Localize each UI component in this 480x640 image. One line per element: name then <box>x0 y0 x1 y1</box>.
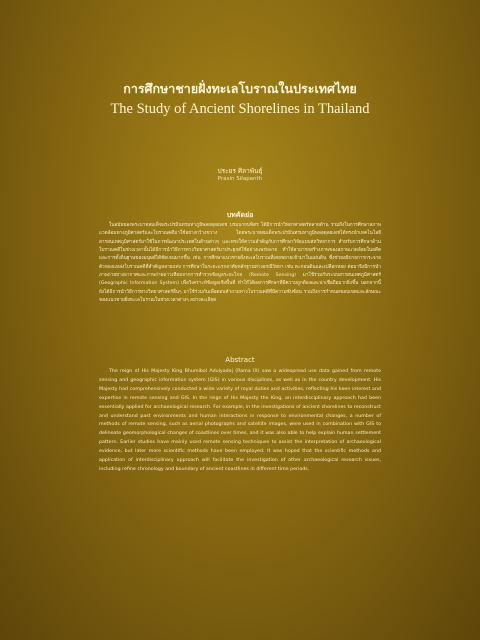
title-english: The Study of Ancient Shorelines in Thailand <box>110 101 370 117</box>
author-thai: ประยร ศิลาพันธุ์ <box>217 167 263 175</box>
abstract-english-heading: Abstract <box>225 356 255 364</box>
abstract-english-body: The reign of His Majesty King Bhumibol Adulyadej (Rama IX) saw a widespread use data gained from remote sensing and geographic information system (GIS) in various disciplines, as well as in the country development. His Majesty had comprehensively conducted a wide variety of royal duties and activities, reflecting his keen interest and expertise in remote sensing and GIS. In the reign of His Majesty the King, an interdisciplinary approach had been essentially applied for archaeological research. For example, in the investigations of ancient shorelines to reconstruct and understand past environments and human interactions in response to environmental changes, a number of methods of remote sensing, such as aerial photographs and satellite images, were used in combination with GIS to delineate geomorphological changes of coastlines over times, and it was also able to help explain human settlement pattern. Earlier studies have mainly used remote sensing techniques to assist the interpretation of archaeological evidence, but later more scientific methods have been employed. It was hoped that the scientific methods and application of interdisciplinary approach will facilitate the investigation of other archaeological research issues, including refine chronology and boundary of ancient coastlines in different time periods. <box>99 369 381 472</box>
title-thai: การศึกษาชายฝั่งทะเลโบราณในประเทศไทย <box>123 81 357 96</box>
abstract-thai-heading: บทคัดย่อ <box>226 211 254 219</box>
abstract-thai-body: ในสมัยของพระบาทสมเด็จพระปรมินทรมหาภูมิพลอดุลยเดช บรมนาถบพิตร ได้มีการนำวิทยาศาสตร์หลายด้าน รวมถึงในการศึกษาสภาพแวดล้อมทางภูมิศาสตร์และโบราณคดีมาใช้อย่างกว้างขวาง โดยพระบาทสมเด็จพระปรมินทรมหาภูมิพลอดุลยเดชได้ทรงนำเทคโนโลยีสารสนเทศภูมิศาสตร์มาใช้ในการพัฒนาประเทศในด้านต่างๆ และทรงให้ความสำคัญกับการศึกษาวิจัยแบบสหวิทยาการ สำหรับการศึกษาด้านโบราณคดีในช่วงเวลานั้นได้มีการนำวิธีการทางวิทยาศาสตร์มาประยุกต์ใช้อย่างแพร่หลาย ทำให้สามารถสร้างภาพของสภาพแวดล้อมในอดีตและการตั้งถิ่นฐานของมนุษย์ได้ชัดเจนมากขึ้น เช่น การศึกษาแนวชายฝั่งทะเลโบราณที่เคยขยายเข้ามาในแผ่นดิน ซึ่งช่วยอธิบายการกระจายตัวของแหล่งโบราณคดีที่สำคัญหลายแห่ง การศึกษาในระยะแรกอาศัยหลักฐานทางธรณีวิทยา เช่น ตะกอนดินและเปลือกหอย ต่อมาจึงมีการนำภาพถ่ายทางอากาศและภาพถ่ายดาวเทียมจากการสำรวจข้อมูลระยะไกล (Remote Sensing) มาใช้ร่วมกับระบบสารสนเทศภูมิศาสตร์ (Geographic Information System) เพื่อวิเคราะห์ข้อมูลเชิงพื้นที่ ทำให้ได้ผลการศึกษาที่มีความถูกต้องและน่าเชื่อถือมากยิ่งขึ้น นอกจากนี้ยังได้มีการนำวิธีการทางวิทยาศาสตร์อื่นๆ มาใช้ร่วมกันเพื่อตอบคำถามทางโบราณคดีที่มีความซับซ้อน รวมถึงการกำหนดขอบเขตและลักษณะของแนวชายฝั่งทะเลโบราณในช่วงเวลาต่างๆ อย่างละเอียด <box>99 223 381 304</box>
author-english: Prasin Silapanth <box>217 176 263 182</box>
